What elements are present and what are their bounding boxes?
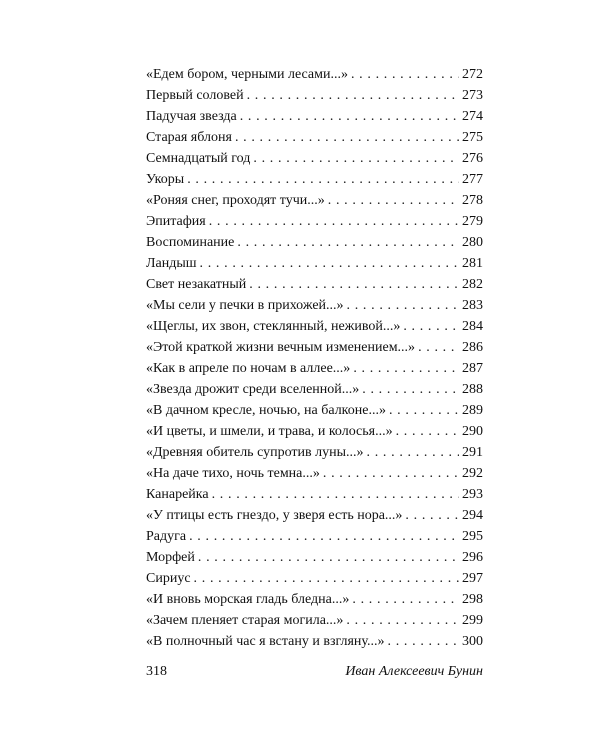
toc-entry-title: «Мы сели у печки в прихожей...» — [146, 298, 344, 313]
toc-entry-page: 274 — [462, 109, 483, 124]
toc-dot-leader — [189, 526, 459, 547]
toc-dot-leader — [235, 127, 459, 148]
toc-entry-page: 299 — [462, 613, 483, 628]
toc-dot-leader — [187, 169, 459, 190]
running-footer-author: Иван Алексеевич Бунин — [345, 664, 483, 679]
toc-entry — [146, 421, 483, 442]
toc-dot-leader — [362, 379, 459, 400]
toc-entry-title: Первый соловей — [146, 88, 244, 103]
toc-entry-title: «Едем бором, черными лесами...» — [146, 67, 348, 82]
toc-entry-title: «Щеглы, их звон, стеклянный, неживой...» — [146, 319, 401, 334]
page-footer — [146, 664, 483, 680]
toc-entry-page: 272 — [462, 67, 483, 82]
toc-entry-page: 289 — [462, 403, 483, 418]
toc-dot-leader — [388, 631, 459, 652]
toc-dot-leader — [346, 610, 459, 631]
toc-entry — [146, 127, 483, 148]
toc-entry — [146, 64, 483, 85]
toc-dot-leader — [323, 463, 459, 484]
toc-entry — [146, 484, 483, 505]
toc-entry — [146, 316, 483, 337]
toc-entry-title: Радуга — [146, 529, 187, 544]
toc-entry-title: Старая яблоня — [146, 130, 232, 145]
toc-entry-page: 300 — [462, 634, 483, 649]
toc-entry-page: 280 — [462, 235, 483, 250]
toc-entry-page: 294 — [462, 508, 483, 523]
toc-entry-title: «На даче тихо, ночь темна...» — [146, 466, 320, 481]
toc-entry-title: «Этой краткой жизни вечным изменением...» — [146, 340, 416, 355]
toc-dot-leader — [212, 484, 459, 505]
toc-dot-leader — [240, 106, 459, 127]
toc-entry-page: 284 — [462, 319, 483, 334]
toc-dot-leader — [353, 358, 459, 379]
toc-entry-title: Свет незакатный — [146, 277, 247, 292]
toc-list — [146, 64, 483, 652]
toc-entry-page: 298 — [462, 592, 483, 607]
toc-entry-page: 281 — [462, 256, 483, 271]
toc-entry — [146, 253, 483, 274]
toc-entry-page: 282 — [462, 277, 483, 292]
toc-entry-title: Канарейка — [146, 487, 209, 502]
toc-entry-title: «Древняя обитель супротив луны...» — [146, 445, 364, 460]
toc-entry — [146, 295, 483, 316]
toc-dot-leader — [247, 85, 459, 106]
toc-dot-leader — [367, 442, 459, 463]
page-number: 318 — [146, 664, 167, 679]
toc-entry — [146, 610, 483, 631]
table-of-contents — [146, 64, 483, 652]
toc-entry-title: «В дачном кресле, ночью, на балконе...» — [146, 403, 386, 418]
toc-entry-page: 296 — [462, 550, 483, 565]
toc-dot-leader — [352, 589, 459, 610]
toc-entry-title: «Роняя снег, проходят тучи...» — [146, 193, 325, 208]
toc-entry-page: 277 — [462, 172, 483, 187]
toc-entry-page: 279 — [462, 214, 483, 229]
toc-dot-leader — [198, 547, 459, 568]
toc-entry-title: Ландыш — [146, 256, 197, 271]
toc-entry — [146, 190, 483, 211]
toc-entry-page: 297 — [462, 571, 483, 586]
toc-dot-leader — [351, 64, 459, 85]
toc-entry — [146, 211, 483, 232]
toc-entry — [146, 547, 483, 568]
toc-entry — [146, 148, 483, 169]
toc-entry-title: Семнадцатый год — [146, 151, 251, 166]
toc-entry-page: 295 — [462, 529, 483, 544]
toc-entry — [146, 106, 483, 127]
toc-entry-title: «У птицы есть гнездо, у зверя есть нора...» — [146, 508, 403, 523]
toc-entry-title: «В полночный час я встану и взгляну...» — [146, 634, 385, 649]
toc-dot-leader — [418, 337, 459, 358]
toc-entry-title: Укоры — [146, 172, 185, 187]
toc-entry-page: 292 — [462, 466, 483, 481]
toc-entry-title: Эпитафия — [146, 214, 206, 229]
toc-entry — [146, 526, 483, 547]
toc-entry-title: Сириус — [146, 571, 191, 586]
toc-entry-title: «И цветы, и шмели, и трава, и колосья...» — [146, 424, 393, 439]
toc-dot-leader — [209, 211, 459, 232]
toc-entry-title: Падучая звезда — [146, 109, 237, 124]
toc-entry-title: «Звезда дрожит среди вселенной...» — [146, 382, 360, 397]
toc-entry-title: «И вновь морская гладь бледна...» — [146, 592, 350, 607]
toc-entry — [146, 232, 483, 253]
toc-entry-page: 286 — [462, 340, 483, 355]
toc-entry — [146, 631, 483, 652]
toc-dot-leader — [194, 568, 459, 589]
toc-entry-page: 293 — [462, 487, 483, 502]
toc-entry-page: 290 — [462, 424, 483, 439]
toc-entry — [146, 379, 483, 400]
toc-dot-leader — [403, 316, 459, 337]
toc-entry — [146, 400, 483, 421]
toc-entry-page: 288 — [462, 382, 483, 397]
toc-entry — [146, 85, 483, 106]
toc-dot-leader — [389, 400, 459, 421]
toc-dot-leader — [200, 253, 459, 274]
toc-entry — [146, 463, 483, 484]
toc-entry — [146, 442, 483, 463]
toc-entry — [146, 337, 483, 358]
toc-entry-title: «Зачем пленяет старая могила...» — [146, 613, 344, 628]
toc-dot-leader — [249, 274, 459, 295]
toc-entry-page: 283 — [462, 298, 483, 313]
toc-entry-title: Воспоминание — [146, 235, 235, 250]
toc-entry — [146, 589, 483, 610]
toc-entry-title: Морфей — [146, 550, 195, 565]
toc-dot-leader — [347, 295, 459, 316]
toc-entry — [146, 169, 483, 190]
toc-entry-page: 275 — [462, 130, 483, 145]
toc-entry-page: 278 — [462, 193, 483, 208]
toc-dot-leader — [405, 505, 459, 526]
toc-dot-leader — [328, 190, 459, 211]
toc-entry — [146, 568, 483, 589]
toc-entry-page: 276 — [462, 151, 483, 166]
toc-dot-leader — [237, 232, 459, 253]
toc-entry — [146, 358, 483, 379]
toc-entry-page: 287 — [462, 361, 483, 376]
toc-entry-page: 273 — [462, 88, 483, 103]
toc-dot-leader — [396, 421, 459, 442]
toc-dot-leader — [253, 148, 459, 169]
toc-entry-title: «Как в апреле по ночам в аллее...» — [146, 361, 351, 376]
toc-entry — [146, 274, 483, 295]
toc-entry-page: 291 — [462, 445, 483, 460]
toc-entry — [146, 505, 483, 526]
